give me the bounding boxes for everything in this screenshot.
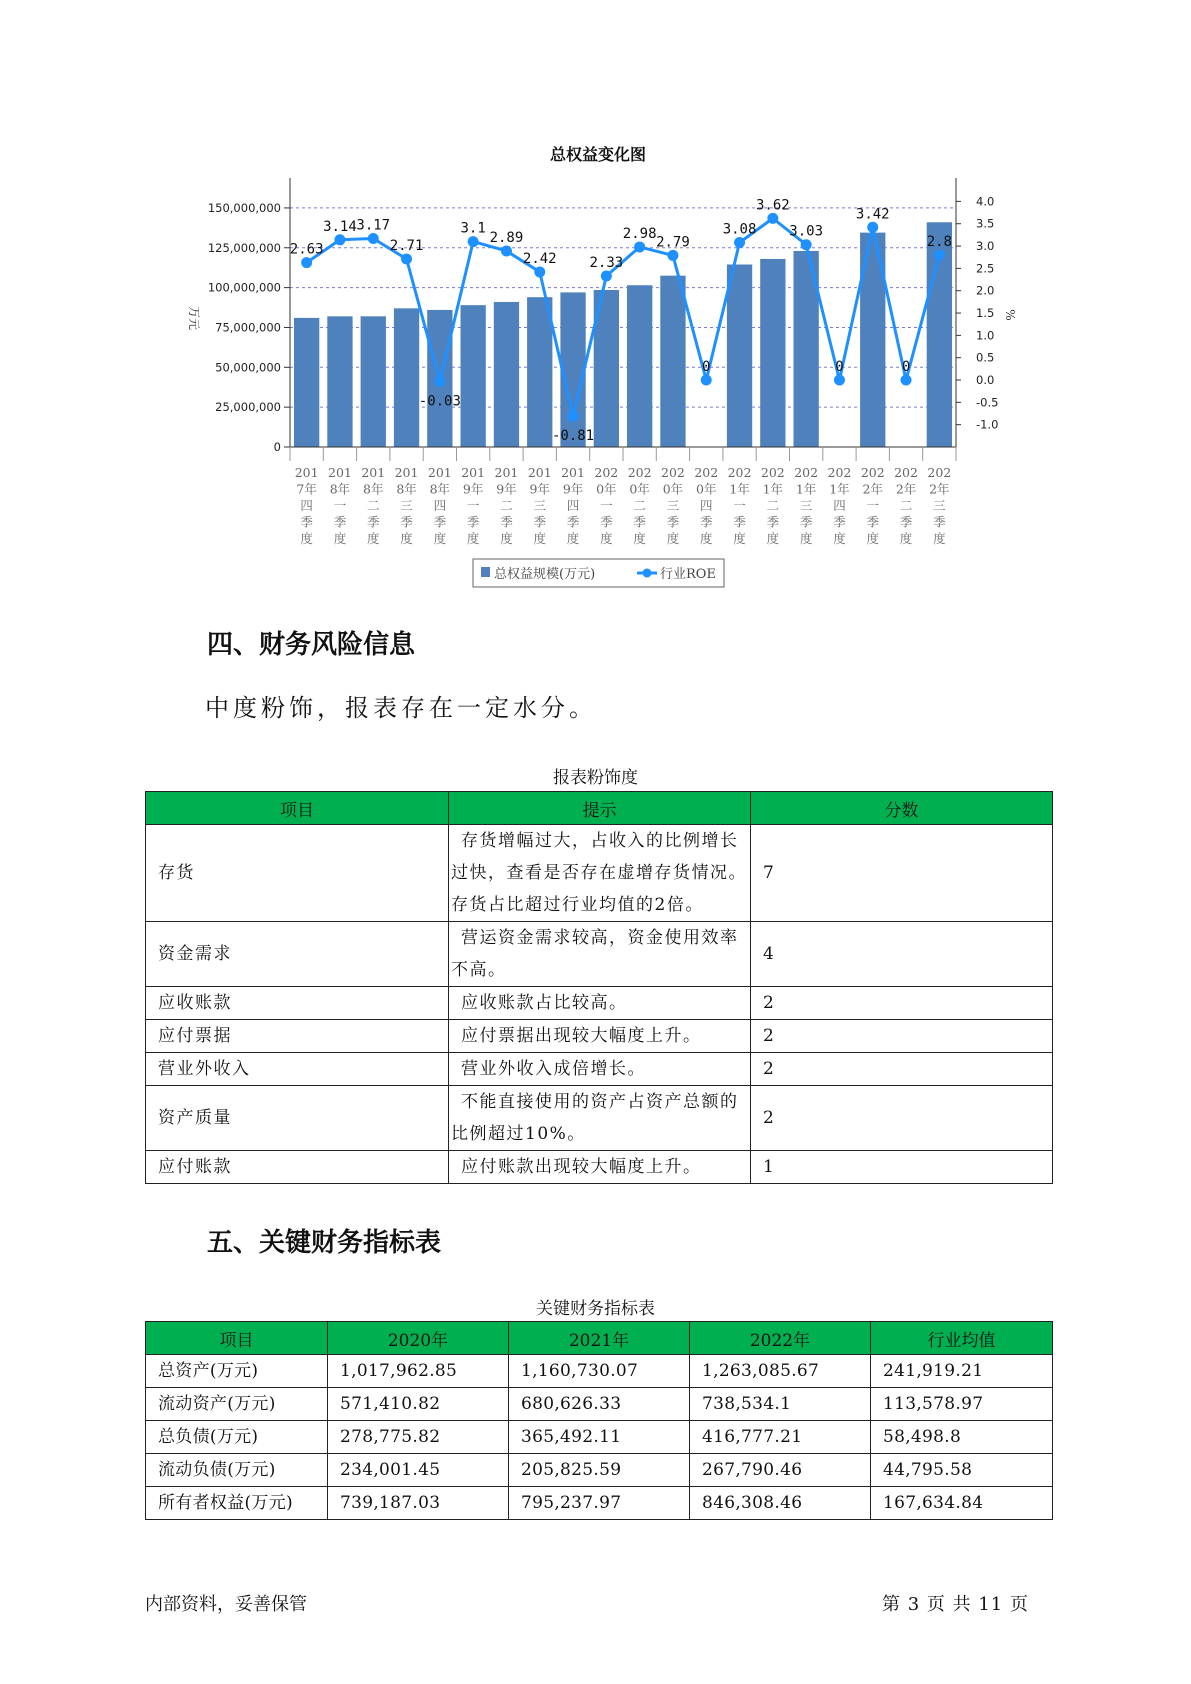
table-row [146, 1355, 1053, 1388]
bar [727, 265, 752, 447]
risk-hint: 存货增幅过大，占收入的比例增长过快，查看是否存在虚增存货情况。存货占比超过行业均值的2倍。 [449, 825, 751, 922]
header-2020: 2020年 [328, 1322, 509, 1355]
x-tick-label: 201 8年二季度 [361, 465, 386, 546]
x-tick-label: 202 2年二季度 [894, 465, 918, 546]
metric-name: 流动负债(万元) [146, 1454, 328, 1487]
bar [327, 316, 352, 447]
metric-2020: 1,017,962.85 [328, 1355, 509, 1388]
roe-point [667, 250, 678, 261]
risk-hint: 不能直接使用的资产占资产总额的比例超过10%。 [449, 1086, 751, 1151]
y2-tick-label: 3.0 [976, 239, 995, 254]
metric-2020: 278,775.82 [328, 1421, 509, 1454]
table-row [146, 1487, 1053, 1520]
risk-table-caption: 报表粉饰度 [553, 768, 638, 788]
fin-table-caption: 关键财务指标表 [536, 1299, 655, 1319]
risk-score: 4 [751, 922, 1053, 987]
metric-2022: 416,777.21 [690, 1421, 871, 1454]
bar [294, 318, 319, 447]
x-axis-ticks [290, 447, 956, 546]
header-hint: 提示 [449, 792, 751, 825]
roe-point [534, 266, 545, 277]
legend-bar-label: 总权益规模(万元) [494, 567, 596, 582]
metric-2020: 234,001.45 [328, 1454, 509, 1487]
bar [361, 316, 386, 447]
bar [627, 285, 652, 447]
y-tick-label: 25,000,000 [215, 400, 281, 415]
metric-2022: 846,308.46 [690, 1487, 871, 1520]
header-item: 项目 [146, 1322, 328, 1355]
bar [660, 276, 685, 447]
risk-score: 2 [751, 1086, 1053, 1151]
y2-axis-ticks [956, 194, 998, 431]
equity-change-chart [0, 0, 1191, 600]
metric-2021: 795,237.97 [509, 1487, 690, 1520]
y-tick-label: 125,000,000 [207, 240, 281, 255]
table-row [146, 1454, 1053, 1487]
legend-line-marker [643, 569, 652, 578]
roe-point [867, 222, 878, 233]
roe-point [734, 237, 745, 248]
roe-point [334, 234, 345, 245]
page-number: 第 3 页 共 11 页 [882, 1594, 1029, 1615]
risk-table [145, 791, 1053, 1184]
risk-hint: 应收账款占比较高。 [449, 987, 751, 1020]
table-row [146, 1151, 1053, 1184]
y2-tick-label: -0.5 [976, 395, 999, 410]
section4-heading: 四、财务风险信息 [207, 630, 416, 660]
bar [560, 292, 585, 447]
metric-2021: 680,626.33 [509, 1388, 690, 1421]
metric-2021: 365,492.11 [509, 1421, 690, 1454]
roe-data-label: 2.71 [389, 238, 424, 255]
header-item: 项目 [146, 792, 449, 825]
roe-data-label: 2.89 [489, 229, 524, 246]
metric-2020: 739,187.03 [328, 1487, 509, 1520]
risk-summary: 中度粉饰，报表存在一定水分。 [205, 694, 597, 722]
metric-name: 所有者权益(万元) [146, 1487, 328, 1520]
risk-item: 应收账款 [146, 987, 449, 1020]
metric-2022: 1,263,085.67 [690, 1355, 871, 1388]
roe-point [468, 236, 479, 247]
risk-item: 资产质量 [146, 1086, 449, 1151]
risk-hint: 应付票据出现较大幅度上升。 [449, 1020, 751, 1053]
x-tick-label: 201 9年一季度 [461, 465, 486, 546]
risk-item: 应付票据 [146, 1020, 449, 1053]
fin-table-header [146, 1322, 1053, 1355]
header-2022: 2022年 [690, 1322, 871, 1355]
y2-tick-label: 2.0 [976, 283, 995, 298]
x-tick-label: 201 9年二季度 [494, 465, 519, 546]
metric-2021: 1,160,730.07 [509, 1355, 690, 1388]
y2-tick-label: 0.5 [976, 350, 995, 365]
risk-item: 资金需求 [146, 922, 449, 987]
y2-tick-label: 0.0 [976, 373, 995, 388]
roe-point [501, 245, 512, 256]
roe-data-label: 0 [702, 359, 711, 376]
header-2021: 2021年 [509, 1322, 690, 1355]
table-row [146, 825, 1053, 922]
roe-point [634, 241, 645, 252]
y-tick-label: 75,000,000 [215, 320, 281, 335]
risk-score: 2 [751, 1053, 1053, 1086]
x-tick-label: 202 0年二季度 [627, 465, 652, 546]
y-tick-label: 50,000,000 [215, 360, 281, 375]
table-row [146, 1053, 1053, 1086]
x-tick-label: 202 0年三季度 [661, 465, 685, 546]
metric-2022: 738,534.1 [690, 1388, 871, 1421]
roe-point [368, 233, 379, 244]
x-tick-label: 202 1年三季度 [794, 465, 819, 546]
y-tick-label: 0 [273, 440, 281, 454]
risk-hint: 应付账款出现较大幅度上升。 [449, 1151, 751, 1184]
roe-point [701, 375, 712, 386]
roe-point [801, 239, 812, 250]
x-tick-label: 202 0年一季度 [594, 465, 619, 546]
x-tick-label: 201 9年四季度 [561, 465, 585, 546]
header-score: 分数 [751, 792, 1053, 825]
fin-table [145, 1321, 1053, 1520]
roe-point [401, 254, 412, 265]
roe-data-label: 2.79 [656, 234, 690, 251]
x-tick-label: 202 1年四季度 [827, 465, 852, 546]
bar [494, 302, 519, 447]
legend-line-label: 行业ROE [660, 567, 716, 582]
table-row [146, 1388, 1053, 1421]
risk-item: 应付账款 [146, 1151, 449, 1184]
roe-data-label: 3.14 [323, 218, 357, 235]
risk-table-header [146, 792, 1053, 825]
roe-data-label: 0 [901, 359, 911, 376]
y-axis-label: 万元 [187, 305, 201, 331]
bar [394, 308, 419, 447]
y-tick-label: 100,000,000 [207, 280, 281, 295]
metric-name: 总资产(万元) [146, 1355, 328, 1388]
table-row [146, 1086, 1053, 1151]
roe-data-label: 3.1 [460, 220, 486, 237]
roe-point [601, 270, 612, 281]
roe-point [301, 257, 312, 268]
roe-data-label: 2.33 [589, 254, 624, 271]
metric-industry-avg: 113,578.97 [871, 1388, 1053, 1421]
risk-item: 营业外收入 [146, 1053, 449, 1086]
table-row [146, 987, 1053, 1020]
roe-data-label: 2.98 [622, 225, 657, 242]
metric-industry-avg: 44,795.58 [871, 1454, 1053, 1487]
footer-confidential: 内部资料，妥善保管 [145, 1594, 307, 1615]
risk-score: 1 [751, 1151, 1053, 1184]
y2-tick-label: 2.5 [976, 261, 995, 276]
x-tick-label: 201 8年四季度 [427, 465, 452, 546]
roe-point [834, 375, 845, 386]
roe-point [934, 249, 945, 260]
metric-industry-avg: 58,498.8 [871, 1421, 1053, 1454]
risk-score: 7 [751, 825, 1053, 922]
table-row [146, 1421, 1053, 1454]
x-tick-label: 201 8年一季度 [328, 465, 352, 546]
y-axis-ticks [208, 201, 290, 454]
roe-data-label: 2.42 [522, 250, 557, 267]
roe-data-label: 3.03 [789, 223, 824, 240]
metric-2020: 571,410.82 [328, 1388, 509, 1421]
metric-name: 流动资产(万元) [146, 1388, 328, 1421]
risk-item: 存货 [146, 825, 449, 922]
x-tick-label: 202 1年二季度 [760, 465, 785, 546]
legend-bar-swatch [481, 567, 490, 577]
y2-tick-label: 1.5 [976, 306, 995, 321]
risk-score: 2 [751, 987, 1053, 1020]
roe-point [434, 376, 445, 387]
roe-data-label: 2.8 [926, 233, 952, 250]
x-tick-label: 202 0年四季度 [694, 465, 719, 546]
y2-tick-label: 4.0 [976, 194, 995, 209]
bar [527, 297, 552, 447]
risk-hint: 营业外收入成倍增长。 [449, 1053, 751, 1086]
header-industry-avg: 行业均值 [871, 1322, 1053, 1355]
roe-data-label: 3.62 [755, 197, 790, 214]
roe-point [901, 375, 912, 386]
roe-data-label: -0.03 [418, 393, 461, 410]
roe-point [767, 213, 778, 224]
x-tick-label: 202 1年一季度 [727, 465, 752, 546]
roe-data-label: 2.63 [289, 241, 324, 258]
metric-industry-avg: 241,919.21 [871, 1355, 1053, 1388]
x-tick-label: 202 2年一季度 [860, 465, 885, 546]
x-tick-label: 201 8年三季度 [394, 465, 419, 546]
y2-tick-label: -1.0 [976, 417, 999, 432]
metric-2021: 205,825.59 [509, 1454, 690, 1487]
metric-name: 总负债(万元) [146, 1421, 328, 1454]
roe-point [568, 411, 579, 422]
metric-industry-avg: 167,634.84 [871, 1487, 1053, 1520]
bar [760, 259, 785, 447]
y2-axis-label: % [1003, 309, 1017, 321]
x-tick-label: 201 9年三季度 [527, 465, 552, 546]
chart-legend [473, 559, 724, 587]
roe-data-label: 3.08 [722, 221, 757, 238]
bar [460, 305, 485, 447]
roe-data-label: -0.81 [551, 428, 595, 445]
metric-2022: 267,790.46 [690, 1454, 871, 1487]
table-row [146, 1020, 1053, 1053]
y2-tick-label: 3.5 [976, 216, 995, 231]
section5-heading: 五、关键财务指标表 [207, 1228, 442, 1258]
roe-data-label: 3.17 [356, 217, 391, 234]
chart-title: 总权益变化图 [549, 145, 647, 164]
risk-score: 2 [751, 1020, 1053, 1053]
table-row [146, 922, 1053, 987]
y2-tick-label: 1.0 [976, 328, 995, 343]
y-tick-label: 150,000,000 [207, 200, 281, 215]
roe-data-label: 3.42 [855, 206, 890, 223]
risk-hint: 营运资金需求较高，资金使用效率不高。 [449, 922, 751, 987]
roe-data-label: 0 [835, 359, 844, 376]
x-tick-label: 202 2年三季度 [927, 465, 952, 546]
x-tick-label: 201 7年四季度 [294, 465, 319, 546]
